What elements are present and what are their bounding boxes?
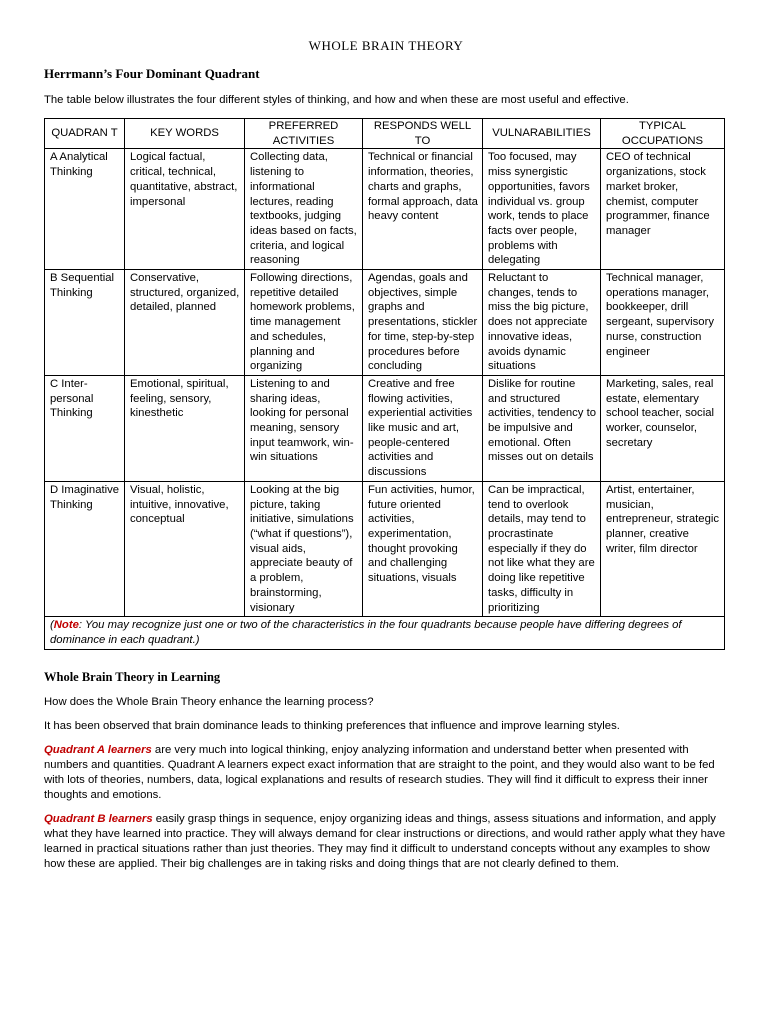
note-row: [45, 617, 725, 649]
quadrant-cell: A Analytical Thinking: [45, 149, 125, 270]
activities-cell: Looking at the big picture, taking initiative, simulations (“what if questions”), visual aids, appreciate beauty of a problem, brainstorming, visionary: [245, 481, 363, 616]
responds-cell: Technical or financial information, theories, charts and graphs, formal approach, data heavy content: [363, 149, 483, 270]
key-words-cell: Visual, holistic, intuitive, innovative, conceptual: [125, 481, 245, 616]
vulnerabilities-cell: Too focused, may miss synergistic opportunities, favors individual vs. group work, tends to place facts over people, problems with delegating: [483, 149, 601, 270]
quadrant-a-paragraph: [44, 743, 728, 803]
document-title: WHOLE BRAIN THEORY: [308, 38, 464, 53]
activities-cell: Following directions, repetitive detailed homework problems, time management and schedules, planning and organizing: [245, 270, 363, 376]
table-header-row: [45, 119, 725, 149]
vulnerabilities-cell: Reluctant to changes, tends to miss the big picture, does not appreciate innovative ideas, avoids dynamic situations: [483, 270, 601, 376]
occupations-cell: Artist, entertainer, musician, entrepreneur, strategic planner, creative writer, film director: [601, 481, 725, 616]
key-words-cell: Emotional, spiritual, feeling, sensory, kinesthetic: [125, 375, 245, 481]
responds-cell: Agendas, goals and objectives, simple graphs and presentations, stickler for time, step-by-step procedures before concluding: [363, 270, 483, 376]
document-page: [44, 38, 728, 881]
vulnerabilities-cell: Can be impractical, tend to overlook details, may tend to procrastinate especially if they do not like what they are doing like repetitive tasks, difficulty in prioritizing: [483, 481, 601, 616]
header-key-words: KEY WORDS: [125, 119, 245, 149]
occupations-cell: CEO of technical organizations, stock market broker, chemist, computer programmer, finance manager: [601, 149, 725, 270]
header-vulnerabilities: VULNARABILITIES: [483, 119, 601, 149]
vulnerabilities-cell: Dislike for routine and structured activities, tendency to be impulsive and emotional. Often misses out on details: [483, 375, 601, 481]
table-row: [45, 270, 725, 376]
occupations-cell: Technical manager, operations manager, bookkeeper, drill sergeant, supervisory nurse, construction engineer: [601, 270, 725, 376]
table-row: [45, 149, 725, 270]
note-cell: [45, 617, 725, 649]
quadrant-a-label: Quadrant A learners: [44, 743, 152, 756]
subtitle: Herrmann’s Four Dominant Quadrant: [44, 66, 260, 81]
header-responds-well-to: RESPONDS WELL TO: [363, 119, 483, 149]
quadrant-b-paragraph: [44, 812, 728, 872]
key-words-cell: Logical factual, critical, technical, quantitative, abstract, impersonal: [125, 149, 245, 270]
quadrant-cell: B Sequential Thinking: [45, 270, 125, 376]
header-typical-occupations: TYPICAL OCCUPATIONS: [601, 119, 725, 149]
quadrant-cell: D Imaginative Thinking: [45, 481, 125, 616]
header-quadrant: QUADRAN T: [45, 119, 125, 149]
quadrant-cell: C Inter- personal Thinking: [45, 375, 125, 481]
note-label: Note: [53, 619, 79, 632]
quadrant-a-text: are very much into logical thinking, enjoy analyzing information and understand better when presented with numbers and quantities. Quadrant A learners expect exact information that are straight to the point, and they would also want to be fed with lots of theories, numbers, data, logical explanations and results of research studies. They will find it difficult to express their inner thoughts and emotions.: [44, 743, 715, 801]
activities-cell: Collecting data, listening to informational lectures, reading textbooks, judging ideas based on facts, criteria, and logical reasoning: [245, 149, 363, 270]
quadrant-table: [44, 118, 725, 650]
responds-cell: Creative and free flowing activities, experiential activities like music and art, people-centered activities and discussions: [363, 375, 483, 481]
learning-heading: Whole Brain Theory in Learning: [44, 669, 221, 684]
learning-observation: It has been observed that brain dominance leads to thinking preferences that influence and improve learning styles.: [44, 719, 620, 732]
table-row: [45, 481, 725, 616]
key-words-cell: Conservative, structured, organized, detailed, planned: [125, 270, 245, 376]
intro-paragraph: The table below illustrates the four different styles of thinking, and how and when these are most useful and effective.: [44, 94, 629, 106]
occupations-cell: Marketing, sales, real estate, elementary school teacher, social worker, counselor, secretary: [601, 375, 725, 481]
quadrant-b-text: easily grasp things in sequence, enjoy organizing ideas and things, assess situations and information, and apply what they have learned into practice. They will always demand for clear instructions or directions, and would rather apply what they have learned in practical situations rather than just theories. They may find it difficult to understand concepts without any examples to show how these are applied. Their big challenges are in taking risks and doing things that are not clearly defined to them.: [44, 812, 726, 870]
activities-cell: Listening to and sharing ideas, looking for personal meaning, sensory input teamwork, win- win situations: [245, 375, 363, 481]
header-preferred-activities: PREFERRED ACTIVITIES: [245, 119, 363, 149]
table-row: [45, 375, 725, 481]
quadrant-b-label: Quadrant B learners: [44, 812, 153, 825]
responds-cell: Fun activities, humor, future oriented activities, experimentation, thought provoking and challenging situations, visuals: [363, 481, 483, 616]
learning-question: How does the Whole Brain Theory enhance the learning process?: [44, 695, 374, 708]
note-text: : You may recognize just one or two of the characteristics in the four quadrants because people have differing degrees of dominance in each quadrant.): [50, 619, 682, 646]
note-open-paren: (: [50, 619, 54, 632]
